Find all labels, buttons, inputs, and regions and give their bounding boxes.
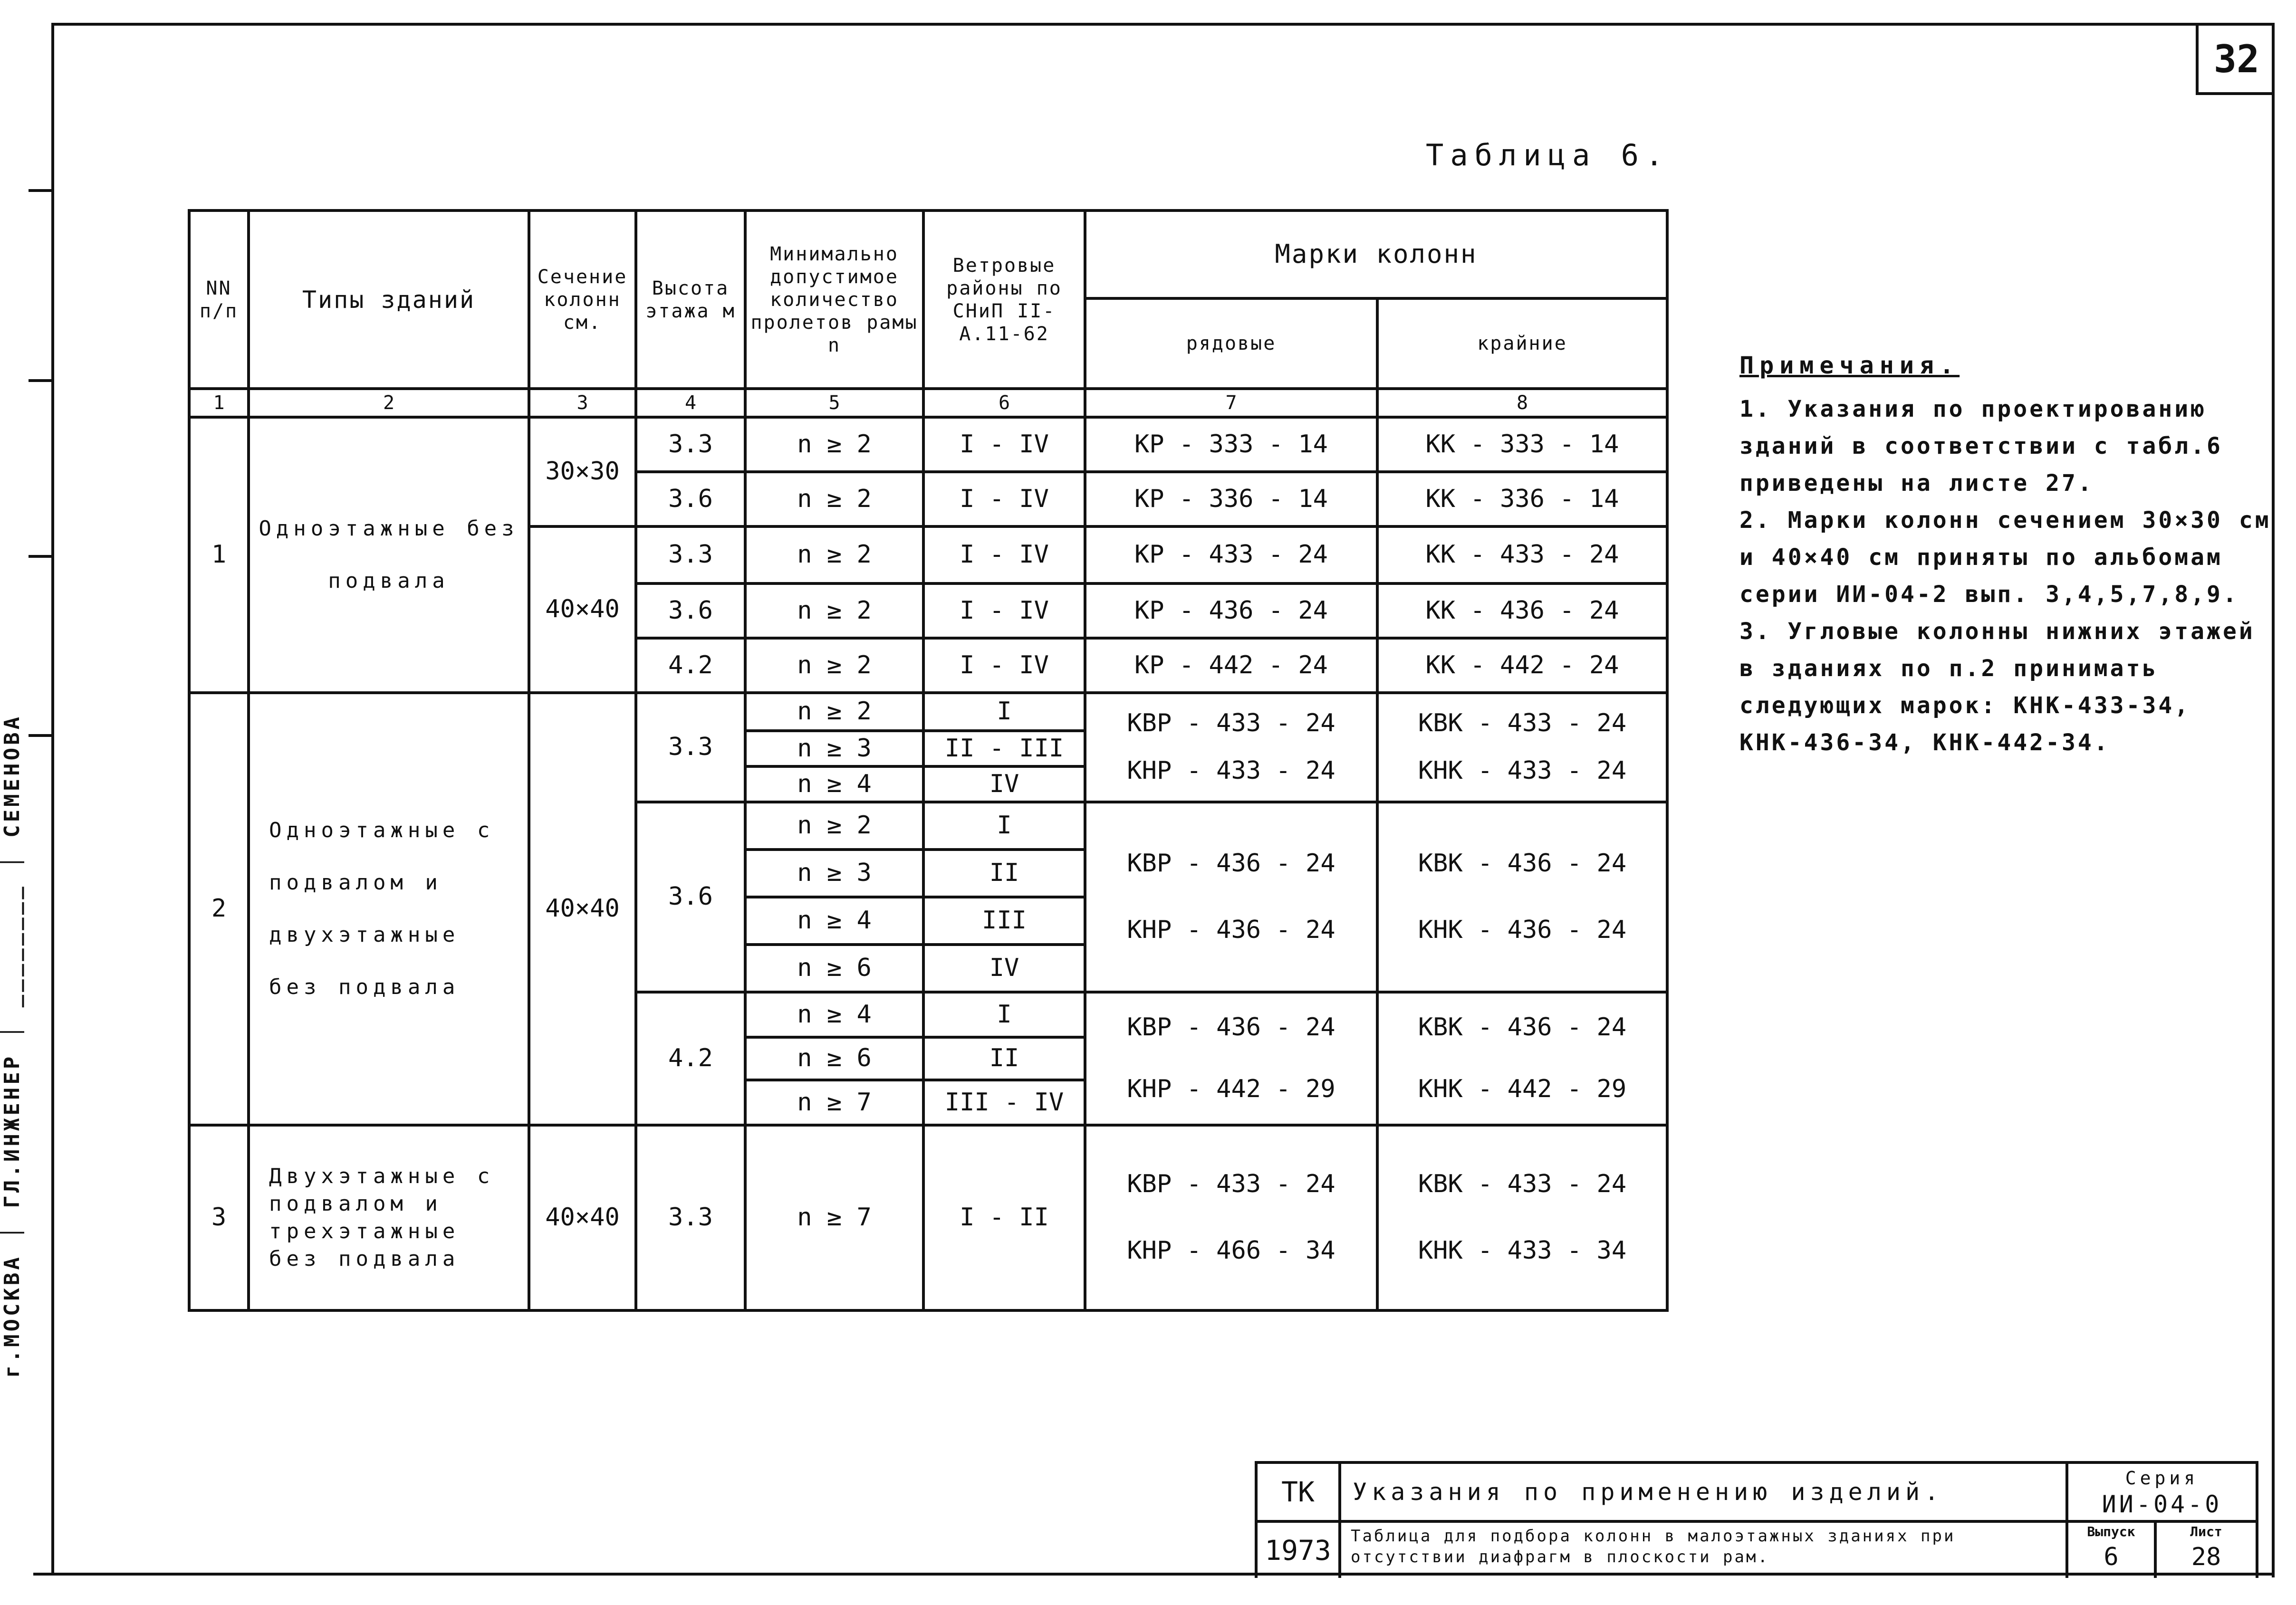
min-spans: n ≥ 3 (745, 731, 923, 766)
row-column-mark: КВР - 436 - 24 КНР - 436 - 24 (1085, 802, 1377, 992)
issue-label: Выпуск (2087, 1524, 2135, 1539)
edge-column-mark: КВК - 436 - 24 КНК - 442 - 29 (1377, 992, 1667, 1125)
doc-code: ТК (1281, 1476, 1315, 1508)
floor-height: 3.6 (636, 472, 745, 526)
header-section: Сечение колонн см. (529, 210, 636, 389)
wind-zone: II (923, 1037, 1085, 1080)
min-spans: n ≥ 4 (745, 897, 923, 945)
table-title: Таблица 6. (1426, 138, 1670, 172)
header-edge-columns: крайние (1377, 298, 1667, 389)
sheet-value: 28 (2191, 1543, 2221, 1571)
margin-tick (29, 189, 53, 192)
col-number: 8 (1377, 389, 1667, 417)
margin-tick (29, 555, 53, 558)
min-spans: n ≥ 6 (745, 1037, 923, 1080)
floor-height: 3.3 (636, 693, 745, 802)
doc-year: 1973 (1265, 1534, 1331, 1567)
row-column-mark: КВР - 436 - 24 КНР - 442 - 29 (1085, 992, 1377, 1125)
header-min-spans: Минимально допустимое количество пролетов рамы n (745, 210, 923, 389)
row-column-mark: КВР - 433 - 24 КНР - 433 - 24 (1085, 693, 1377, 802)
col-number: 5 (745, 389, 923, 417)
col-number: 7 (1085, 389, 1377, 417)
wind-zone: I (923, 802, 1085, 850)
wind-zone: I - IV (923, 526, 1085, 583)
wind-zone: I - IV (923, 583, 1085, 638)
margin-tick (29, 379, 53, 382)
column-section: 40×40 (529, 1125, 636, 1310)
min-spans: n ≥ 2 (745, 472, 923, 526)
min-spans: n ≥ 6 (745, 945, 923, 992)
header-wind-zones: Ветровые районы по СНиП II-А.11-62 (923, 210, 1085, 389)
header-row-columns: рядовые (1085, 298, 1377, 389)
wind-zone: IV (923, 766, 1085, 802)
sheet-label: Лист (2190, 1524, 2222, 1539)
table-row (189, 693, 1667, 731)
min-spans: n ≥ 2 (745, 526, 923, 583)
col-number: 2 (249, 389, 529, 417)
header-column-marks: Марки колонн (1085, 210, 1667, 298)
edge-column-mark: КВК - 433 - 24 КНК - 433 - 24 (1377, 693, 1667, 802)
floor-height: 3.6 (636, 583, 745, 638)
min-spans: n ≥ 2 (745, 693, 923, 731)
floor-height: 4.2 (636, 638, 745, 693)
column-selection-table (188, 209, 1669, 1312)
row-column-mark: КР - 442 - 24 (1085, 638, 1377, 693)
row-column-mark: КВР - 433 - 24 КНР - 466 - 34 (1085, 1125, 1377, 1310)
min-spans: n ≥ 2 (745, 583, 923, 638)
header-number: NN п/п (189, 210, 249, 389)
frame-left-border (51, 23, 54, 1575)
building-type: Одноэтажные с подвалом и двухэтажные без подвала (249, 693, 529, 1125)
edge-column-mark: КК - 442 - 24 (1377, 638, 1667, 693)
approval-stamp: г.МОСКВА │ ГЛ.ИНЖЕНЕР │ ________ │ СЕМЕНОВА (0, 714, 24, 1378)
wind-zone: III (923, 897, 1085, 945)
row-column-mark: КР - 436 - 24 (1085, 583, 1377, 638)
wind-zone: I - IV (923, 638, 1085, 693)
row-index: 2 (189, 693, 249, 1125)
col-number: 4 (636, 389, 745, 417)
floor-height: 3.6 (636, 802, 745, 992)
wind-zone: III - IV (923, 1080, 1085, 1125)
row-index: 1 (189, 417, 249, 693)
row-column-mark: КР - 433 - 24 (1085, 526, 1377, 583)
column-section: 40×40 (529, 526, 636, 693)
sheet-number: 32 (2196, 26, 2275, 95)
col-number: 6 (923, 389, 1085, 417)
min-spans: n ≥ 7 (745, 1125, 923, 1310)
edge-column-mark: КВК - 433 - 24 КНК - 433 - 34 (1377, 1125, 1667, 1310)
floor-height: 4.2 (636, 992, 745, 1125)
wind-zone: II - III (923, 731, 1085, 766)
note-item: 2. Марки колонн сечением 30×30 см и 40×40 см приняты по альбомам серии ИИ-04-2 вып. 3,4,5,7,8,9. (1739, 507, 2271, 608)
note-item: 3. Угловые колонны нижних этажей в зданиях по п.2 принимать следующих марок: КНК-433-34, КНК-436-34, КНК-442-34. (1739, 618, 2255, 756)
notes-title: Примечания. (1739, 352, 1960, 379)
min-spans: n ≥ 3 (745, 850, 923, 897)
wind-zone: I - II (923, 1125, 1085, 1310)
table-row (189, 417, 1667, 472)
edge-column-mark: КК - 436 - 24 (1377, 583, 1667, 638)
floor-height: 3.3 (636, 526, 745, 583)
col-number: 3 (529, 389, 636, 417)
building-type: Одноэтажные без подвала (249, 417, 529, 693)
series-label: Серия (2125, 1468, 2199, 1489)
floor-height: 3.3 (636, 1125, 745, 1310)
wind-zone: I - IV (923, 472, 1085, 526)
wind-zone: I (923, 992, 1085, 1037)
wind-zone: II (923, 850, 1085, 897)
min-spans: n ≥ 7 (745, 1080, 923, 1125)
margin-tick (29, 734, 53, 737)
doc-subtitle: Таблица для подбора колонн в малоэтажных зданиях при отсутствии диафрагм в плоскости рам. (1351, 1527, 1956, 1567)
min-spans: n ≥ 2 (745, 802, 923, 850)
edge-column-mark: КК - 433 - 24 (1377, 526, 1667, 583)
doc-title: Указания по применению изделий. (1353, 1478, 1944, 1506)
col-number: 1 (189, 389, 249, 417)
edge-column-mark: КК - 333 - 14 (1377, 417, 1667, 472)
note-item: 1. Указания по проектированию зданий в соответствии с табл.6 приведены на листе 27. (1739, 396, 2223, 497)
min-spans: n ≥ 4 (745, 766, 923, 802)
title-block (1255, 1461, 2258, 1578)
row-index: 3 (189, 1125, 249, 1310)
row-column-mark: КР - 336 - 14 (1085, 472, 1377, 526)
wind-zone: IV (923, 945, 1085, 992)
floor-height: 3.3 (636, 417, 745, 472)
min-spans: n ≥ 2 (745, 638, 923, 693)
edge-column-mark: КВК - 436 - 24 КНК - 436 - 24 (1377, 802, 1667, 992)
min-spans: n ≥ 4 (745, 992, 923, 1037)
header-building-type: Типы зданий (249, 210, 529, 389)
edge-column-mark: КК - 336 - 14 (1377, 472, 1667, 526)
header-floor-height: Высота этажа м (636, 210, 745, 389)
issue-value: 6 (2104, 1543, 2119, 1571)
column-section: 30×30 (529, 417, 636, 526)
column-section: 40×40 (529, 693, 636, 1125)
min-spans: n ≥ 2 (745, 417, 923, 472)
table-row (189, 1125, 1667, 1310)
row-column-mark: КР - 333 - 14 (1085, 417, 1377, 472)
wind-zone: I - IV (923, 417, 1085, 472)
wind-zone: I (923, 693, 1085, 731)
building-type: Двухэтажные с подвалом и трехэтажные без подвала (249, 1125, 529, 1310)
notes-block (1739, 347, 2277, 761)
series-value: ИИ-04-0 (2102, 1490, 2222, 1518)
